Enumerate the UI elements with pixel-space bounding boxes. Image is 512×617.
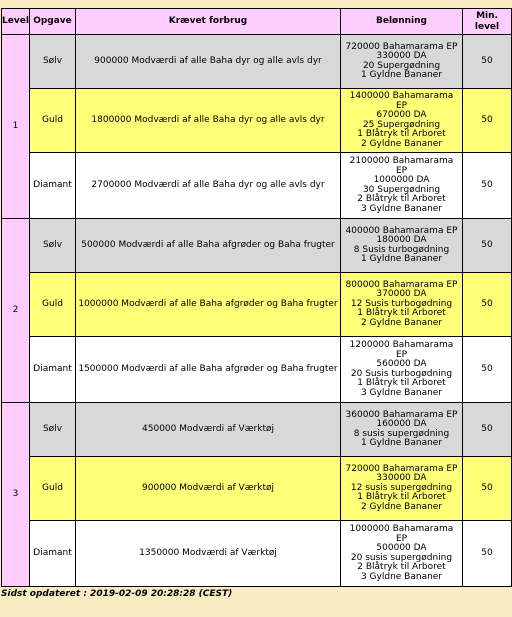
min-level-cell: 50 — [463, 153, 512, 219]
reward-line: 1400000 Bahamarama EP — [349, 91, 454, 111]
reward-line: 800000 Bahamarama EP — [345, 279, 458, 290]
reward-line: 670000 DA — [376, 110, 427, 120]
header-required: Krævet forbrug — [76, 9, 341, 35]
opgave-cell: Guld — [30, 457, 76, 521]
level-cell: 2 — [2, 219, 30, 403]
required-cell: 1350000 Modværdi af Værktøj — [76, 521, 341, 587]
reward-line: 25 Supergødning — [362, 119, 441, 130]
reward-line: 1 Blåtryk til Arboret — [357, 492, 446, 503]
reward-line: 1000000 DA — [373, 175, 430, 185]
reward-line: 160000 DA — [376, 419, 427, 429]
required-cell: 2700000 Modværdi af alle Baha dyr og alle avls dyr — [76, 153, 341, 219]
reward-line: 3 Gyldne Bananer — [360, 203, 443, 214]
table-row — [2, 457, 512, 521]
reward-line: 2 Blåtryk til Arboret — [357, 562, 446, 572]
header-level: Level — [2, 9, 30, 35]
min-level-cell: 50 — [463, 219, 512, 273]
reward-cell — [341, 273, 463, 337]
reward-cell — [341, 403, 463, 457]
reward-line: 720000 Bahamarama EP — [345, 463, 458, 474]
reward-cell — [341, 521, 463, 587]
reward-line: 400000 Bahamarama EP — [345, 225, 458, 236]
table-row — [2, 521, 512, 587]
reward-line: 720000 Bahamarama EP — [345, 41, 458, 52]
required-cell: 900000 Modværdi af alle Baha dyr og alle avls dyr — [76, 35, 341, 89]
reward-line: 1000000 Bahamarama EP — [349, 524, 454, 544]
min-level-cell: 50 — [463, 457, 512, 521]
reward-cell — [341, 153, 463, 219]
reward-cell — [341, 219, 463, 273]
opgave-cell: Sølv — [30, 219, 76, 273]
reward-line: 1 Blåtryk til Arboret — [357, 378, 446, 388]
min-level-cell: 50 — [463, 89, 512, 153]
opgave-cell: Diamant — [30, 337, 76, 403]
opgave-cell: Guld — [30, 273, 76, 337]
reward-cell — [341, 337, 463, 403]
reward-line: 12 susis supergødning — [350, 482, 453, 493]
min-level-cell: 50 — [463, 521, 512, 587]
table-row — [2, 273, 512, 337]
reward-cell — [341, 457, 463, 521]
last-updated-text: Sidst opdateret : 2019-02-09 20:28:28 (CEST) — [1, 589, 233, 599]
reward-line: 20 Susis turbogødning — [350, 368, 453, 379]
reward-line: 560000 DA — [376, 359, 427, 369]
reward-line: 1200000 Bahamarama EP — [349, 340, 454, 360]
reward-line: 20 Supergødning — [362, 60, 441, 71]
table-row — [2, 219, 512, 273]
reward-line: 1 Gyldne Bananer — [360, 70, 443, 80]
reward-line: 8 susis supergødning — [353, 428, 450, 439]
reward-line: 12 Susis turbogødning — [350, 298, 453, 309]
reward-line: 1 Blåtryk til Arboret — [357, 308, 446, 319]
opgave-cell: Sølv — [30, 35, 76, 89]
required-cell: 500000 Modværdi af alle Baha afgrøder og Baha frugter — [76, 219, 341, 273]
reward-line: 1 Blåtryk til Arboret — [357, 129, 446, 139]
reward-line: 1 Gyldne Bananer — [360, 254, 443, 264]
reward-line: 2 Gyldne Bananer — [360, 138, 443, 149]
quest-table — [1, 8, 512, 587]
table-row — [2, 89, 512, 153]
required-cell: 1800000 Modværdi af alle Baha dyr og alle avls dyr — [76, 89, 341, 153]
reward-line: 2 Gyldne Bananer — [360, 317, 443, 328]
reward-line: 360000 Bahamarama EP — [345, 409, 458, 420]
reward-line: 3 Gyldne Bananer — [360, 387, 443, 398]
reward-cell — [341, 89, 463, 153]
reward-line: 20 susis supergødning — [350, 552, 453, 563]
required-cell: 1500000 Modværdi af alle Baha afgrøder og Baha frugter — [76, 337, 341, 403]
required-cell: 1000000 Modværdi af alle Baha afgrøder og Baha frugter — [76, 273, 341, 337]
opgave-cell: Sølv — [30, 403, 76, 457]
reward-line: 180000 DA — [376, 235, 427, 245]
reward-line: 1 Gyldne Bananer — [360, 438, 443, 448]
min-level-cell: 50 — [463, 273, 512, 337]
required-cell: 450000 Modværdi af Værktøj — [76, 403, 341, 457]
reward-line: 330000 DA — [376, 473, 427, 484]
opgave-cell: Diamant — [30, 521, 76, 587]
opgave-cell: Guld — [30, 89, 76, 153]
min-level-cell: 50 — [463, 35, 512, 89]
level-cell: 3 — [2, 403, 30, 587]
reward-line: 2 Blåtryk til Arboret — [357, 194, 446, 204]
reward-line: 330000 DA — [376, 51, 427, 61]
table-row — [2, 153, 512, 219]
header-opgave: Opgave — [30, 9, 76, 35]
reward-line: 370000 DA — [376, 289, 427, 300]
header-min-level: Min. level — [463, 9, 512, 35]
opgave-cell: Diamant — [30, 153, 76, 219]
reward-line: 2100000 Bahamarama EP — [349, 156, 454, 176]
table-row — [2, 403, 512, 457]
min-level-cell: 50 — [463, 337, 512, 403]
header-reward: Belønning — [341, 9, 463, 35]
header-row — [2, 9, 512, 35]
required-cell: 900000 Modværdi af Værktøj — [76, 457, 341, 521]
reward-line: 30 Supergødning — [362, 184, 441, 195]
level-cell: 1 — [2, 35, 30, 219]
table-row — [2, 35, 512, 89]
reward-cell — [341, 35, 463, 89]
reward-line: 500000 DA — [376, 543, 427, 553]
reward-line: 2 Gyldne Bananer — [360, 501, 443, 512]
min-level-cell: 50 — [463, 403, 512, 457]
reward-line: 8 Susis turbogødning — [353, 244, 450, 255]
reward-line: 3 Gyldne Bananer — [360, 571, 443, 582]
table-row — [2, 337, 512, 403]
